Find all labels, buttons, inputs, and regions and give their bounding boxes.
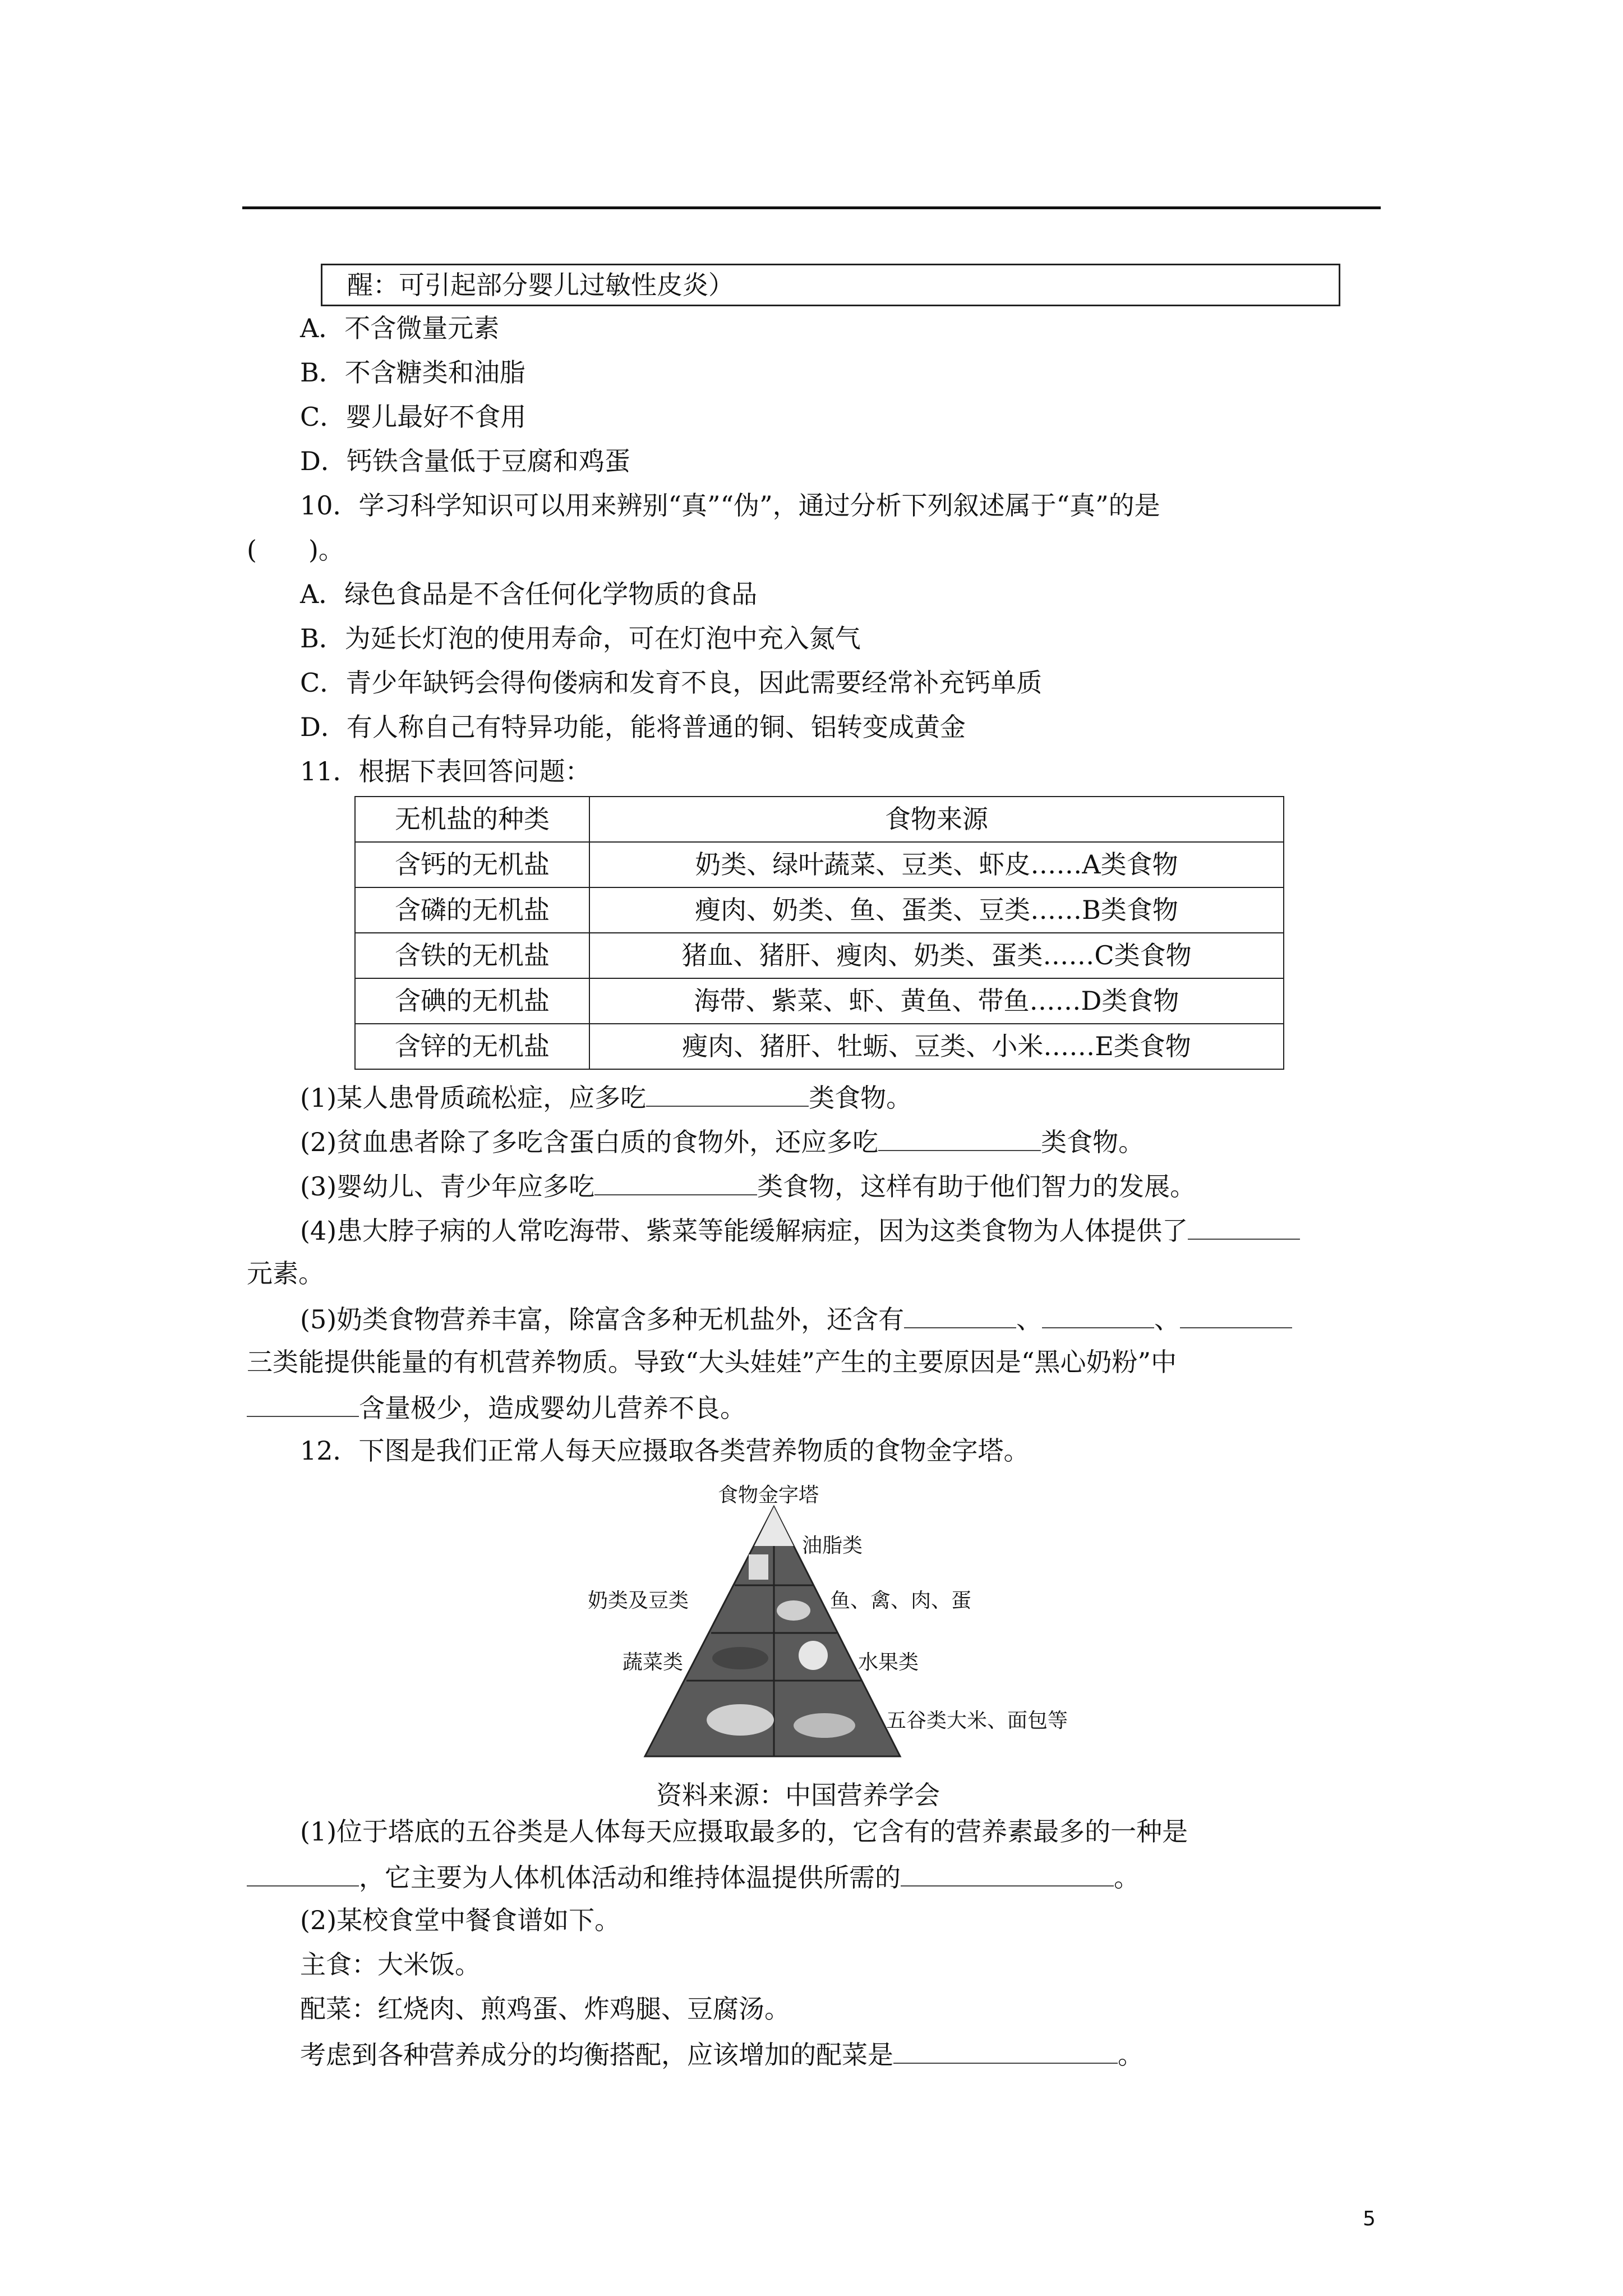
pyramid-title: 食物金字塔: [718, 1484, 819, 1507]
q12-sub1: (1)位于塔底的五谷类是人体每天应摄取最多的，它含有的营养素最多的一种是: [300, 1816, 1188, 1847]
header-rule: [242, 206, 1381, 209]
q12-sub1-tail: 。: [1114, 1862, 1140, 1893]
q11-sub4-text: (4)患大脖子病的人常吃海带、紫菜等能缓解病症，因为这类食物为人体提供了: [300, 1216, 1188, 1246]
table-header: 无机盐的种类: [355, 797, 589, 842]
q12-question-tail: 。: [1118, 2040, 1144, 2070]
answer-blank[interactable]: [646, 1074, 809, 1107]
mineral-table: [354, 796, 1284, 1070]
q11-sub5-cont: 三类能提供能量的有机营养物质。导致“大头娃娃”产生的主要原因是“黑心奶粉”中: [247, 1347, 1177, 1377]
answer-blank[interactable]: [1042, 1296, 1154, 1328]
answer-blank[interactable]: [594, 1163, 757, 1195]
answer-blank[interactable]: [247, 1384, 359, 1417]
pyramid-label-meat: 鱼、禽、肉、蛋: [830, 1589, 972, 1612]
q11-sub4: [247, 1207, 1380, 1251]
table-cell: 瘦肉、猪肝、牡蛎、豆类、小米……E类食物: [589, 1024, 1284, 1069]
vegetable-icon: [712, 1647, 768, 1669]
page-number: 5: [1363, 2207, 1376, 2230]
q11-sub5-tail: 含量极少，造成婴幼儿营养不良。: [359, 1393, 746, 1423]
q9-option-a: A．不含微量元素: [300, 313, 500, 343]
q11-sub2-tail: 类食物。: [1041, 1127, 1145, 1157]
q11-sub3-text: (3)婴幼儿、青少年应多吃: [300, 1171, 595, 1202]
q9-option-d: D．钙铁含量低于豆腐和鸡蛋: [300, 446, 630, 476]
pyramid-label-oils: 油脂类: [802, 1534, 863, 1557]
q11-sub2: [247, 1119, 1380, 1163]
q11-sub5: [247, 1296, 1380, 1340]
table-cell: 瘦肉、奶类、鱼、蛋类、豆类……B类食物: [589, 887, 1284, 933]
answer-blank[interactable]: [1188, 1207, 1300, 1240]
q10-option-d: D．有人称自己有特异功能，能将普通的铜、铝转变成黄金: [300, 712, 966, 742]
q9-option-c: C．婴儿最好不食用: [300, 402, 527, 432]
table-row: [355, 933, 1284, 978]
table-row: [355, 1024, 1284, 1069]
q11-sub5-cont2: [247, 1384, 1380, 1429]
pyramid-label-fruits: 水果类: [858, 1651, 919, 1674]
egg-icon: [777, 1600, 810, 1621]
q12-sub1-cont: [247, 1854, 1380, 1898]
milk-carton-icon: [749, 1554, 768, 1580]
pyramid-source: 资料来源：中国营养学会: [656, 1780, 940, 1810]
answer-blank[interactable]: [893, 2031, 1118, 2064]
table-cell: 含钙的无机盐: [355, 842, 589, 887]
q12-stem: 12．下图是我们正常人每天应摄取各类营养物质的食物金字塔。: [300, 1435, 1030, 1466]
q11-sub1-text: (1)某人患骨质疏松症，应多吃: [300, 1083, 647, 1113]
table-cell: 含磷的无机盐: [355, 887, 589, 933]
q11-stem: 11．根据下表回答问题：: [300, 756, 591, 786]
q12-question-text: 考虑到各种营养成分的均衡搭配，应该增加的配菜是: [300, 2040, 893, 2070]
q12-question: [247, 2031, 1380, 2076]
q11-sub2-text: (2)贫血患者除了多吃含蛋白质的食物外，还应多吃: [300, 1127, 879, 1157]
q10-option-c: C．青少年缺钙会得佝偻病和发育不良，因此需要经常补充钙单质: [300, 668, 1043, 698]
q12-staple: 主食：大米饭。: [300, 1949, 481, 1980]
bread-icon: [794, 1713, 855, 1738]
pyramid-label-dairy: 奶类及豆类: [588, 1589, 689, 1612]
boxed-note: 醒：可引起部分婴儿过敏性皮炎）: [321, 264, 1340, 306]
table-row: [355, 887, 1284, 933]
q11-sub3: [247, 1163, 1380, 1207]
q11-sub1: [247, 1074, 1380, 1119]
separator: 、: [1016, 1304, 1043, 1335]
q11-sub3-tail: 类食物，这样有助于他们智力的发展。: [757, 1171, 1196, 1202]
answer-blank[interactable]: [1180, 1296, 1292, 1328]
answer-blank[interactable]: [904, 1296, 1016, 1328]
food-pyramid-figure: [247, 1473, 1380, 1810]
q12-sides: 配菜：红烧肉、煎鸡蛋、炸鸡腿、豆腐汤。: [300, 1994, 790, 2024]
table-header-row: [355, 797, 1284, 842]
q9-option-b: B．不含糖类和油脂: [300, 357, 525, 388]
table-row: [355, 978, 1284, 1024]
table-cell: 奶类、绿叶蔬菜、豆类、虾皮……A类食物: [589, 842, 1284, 887]
q10-stem: 10．学习科学知识可以用来辨别“真”“伪”，通过分析下列叙述属于“真”的是: [300, 490, 1160, 521]
q10-option-b: B．为延长灯泡的使用寿命，可在灯泡中充入氮气: [300, 623, 861, 654]
table-header: 食物来源: [589, 797, 1284, 842]
table-cell: 海带、紫菜、虾、黄鱼、带鱼……D类食物: [589, 978, 1284, 1024]
q11-sub4-cont: 元素。: [247, 1258, 324, 1289]
table-row: [355, 842, 1284, 887]
apple-icon: [799, 1641, 828, 1670]
answer-blank[interactable]: [901, 1854, 1114, 1887]
q12-sub2: (2)某校食堂中餐食谱如下。: [300, 1905, 621, 1935]
pyramid-label-vegetables: 蔬菜类: [623, 1651, 684, 1674]
q12-sub1-text: ，它主要为人体机体活动和维持体温提供所需的: [359, 1862, 901, 1893]
document-body: [247, 264, 1380, 2076]
table-cell: 含铁的无机盐: [355, 933, 589, 978]
q11-sub1-tail: 类食物。: [809, 1083, 912, 1113]
table-cell: 含碘的无机盐: [355, 978, 589, 1024]
table-cell: 含锌的无机盐: [355, 1024, 589, 1069]
pyramid-label-grains: 五谷类大米、面包等: [886, 1709, 1068, 1732]
answer-blank[interactable]: [247, 1854, 359, 1887]
answer-blank[interactable]: [878, 1119, 1041, 1151]
q11-sub5-text: (5)奶类食物营养丰富，除富含多种无机盐外，还含有: [300, 1304, 905, 1335]
q10-option-a: A．绿色食品是不含任何化学物质的食品: [300, 579, 758, 609]
rice-bowl-icon: [707, 1704, 774, 1736]
q10-stem-cont: ( )。: [247, 535, 344, 565]
table-cell: 猪血、猪肝、瘦肉、奶类、蛋类……C类食物: [589, 933, 1284, 978]
separator: 、: [1154, 1304, 1181, 1335]
